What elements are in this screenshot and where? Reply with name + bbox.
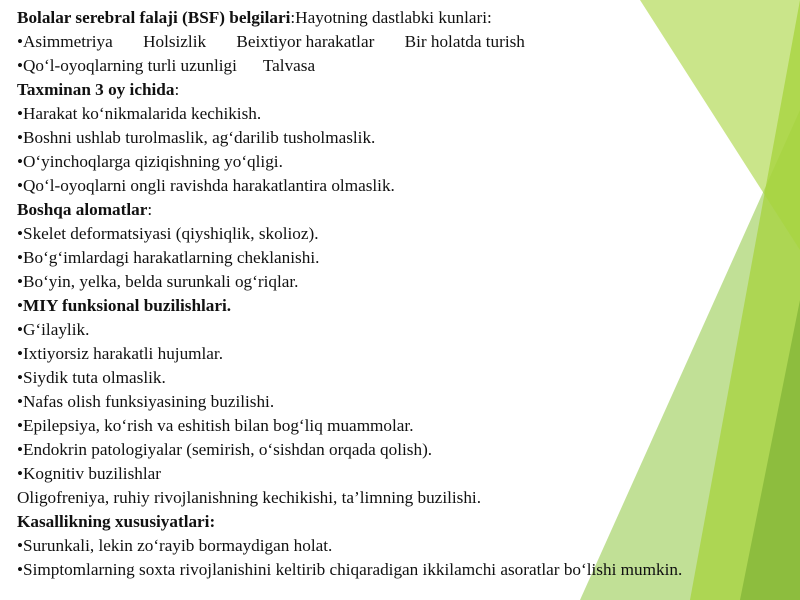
heading-other-symptoms <box>17 198 794 222</box>
list-item: •Bo‘yin, yelka, belda surunkali og‘riqlar. <box>17 272 299 291</box>
heading-bold: Kasallikning xususiyatlari: <box>17 512 216 531</box>
heading-rest: : <box>147 200 153 219</box>
early-signs-row-2 <box>17 54 794 78</box>
sign-item: •Asimmetriya <box>17 32 113 51</box>
list-item: •Skelet deformatsiyasi (qiyshiqlik, skolioz). <box>17 224 319 243</box>
list-item: •Kognitiv buzilishlar <box>17 464 161 483</box>
list-item: •Boshni ushlab turolmaslik, ag‘darilib tusholmaslik. <box>17 128 376 147</box>
sign-item: •Qo‘l-oyoqlarning turli uzunligi <box>17 56 237 75</box>
list-item: •Epilepsiya, ko‘rish va eshitish bilan bog‘liq muammolar. <box>17 416 414 435</box>
sign-item: Beixtiyor harakatlar <box>236 32 375 51</box>
list-item: •Harakat ko‘nikmalarida kechikish. <box>17 104 262 123</box>
slide-text <box>17 6 794 582</box>
heading-disease-features <box>17 510 794 534</box>
heading-rest: : <box>174 80 180 99</box>
early-signs-row-1 <box>17 30 794 54</box>
list-item: •Surunkali, lekin zo‘rayib bormaydigan holat. <box>17 536 333 555</box>
list-item: •Qo‘l-oyoqlarni ongli ravishda harakatlantira olmaslik. <box>17 176 395 195</box>
heading-bold: MIY funksional buzilishlari. <box>23 296 232 315</box>
list-item: •Endokrin patologiyalar (semirish, o‘sishdan orqada qolish). <box>17 440 433 459</box>
heading-bold: Bolalar serebral falaji (BSF) belgilari <box>17 8 291 27</box>
list-item: •Bo‘g‘imlardagi harakatlarning cheklanishi. <box>17 248 320 267</box>
list-item: •Ixtiyorsiz harakatli hujumlar. <box>17 344 224 363</box>
list-item: •Simptomlarning soxta rivojlanishini keltirib chiqaradigan ikkilamchi asoratlar bo‘lishi mumkin. <box>17 560 683 579</box>
heading-bold: Taxminan 3 oy ichida <box>17 80 175 99</box>
sign-item: Bir holatda turish <box>404 32 525 51</box>
heading-rest: :Hayotning dastlabki kunlari: <box>290 8 492 27</box>
list-item: •O‘yinchoqlarga qiziqishning yo‘qligi. <box>17 152 283 171</box>
bullet: • <box>17 296 24 315</box>
sign-item: Talvasa <box>262 56 316 75</box>
heading-bsf-signs <box>17 6 794 30</box>
heading-3-months <box>17 78 794 102</box>
sign-item: Holsizlik <box>143 32 207 51</box>
list-item: Oligofreniya, ruhiy rivojlanishning kechikishi, ta’limning buzilishi. <box>17 488 481 507</box>
heading-bold: Boshqa alomatlar <box>17 200 148 219</box>
list-item: •Siydik tuta olmaslik. <box>17 368 166 387</box>
list-item: •G‘ilaylik. <box>17 320 90 339</box>
heading-brain-dysfunction <box>17 294 794 318</box>
list-item: •Nafas olish funksiyasining buzilishi. <box>17 392 275 411</box>
